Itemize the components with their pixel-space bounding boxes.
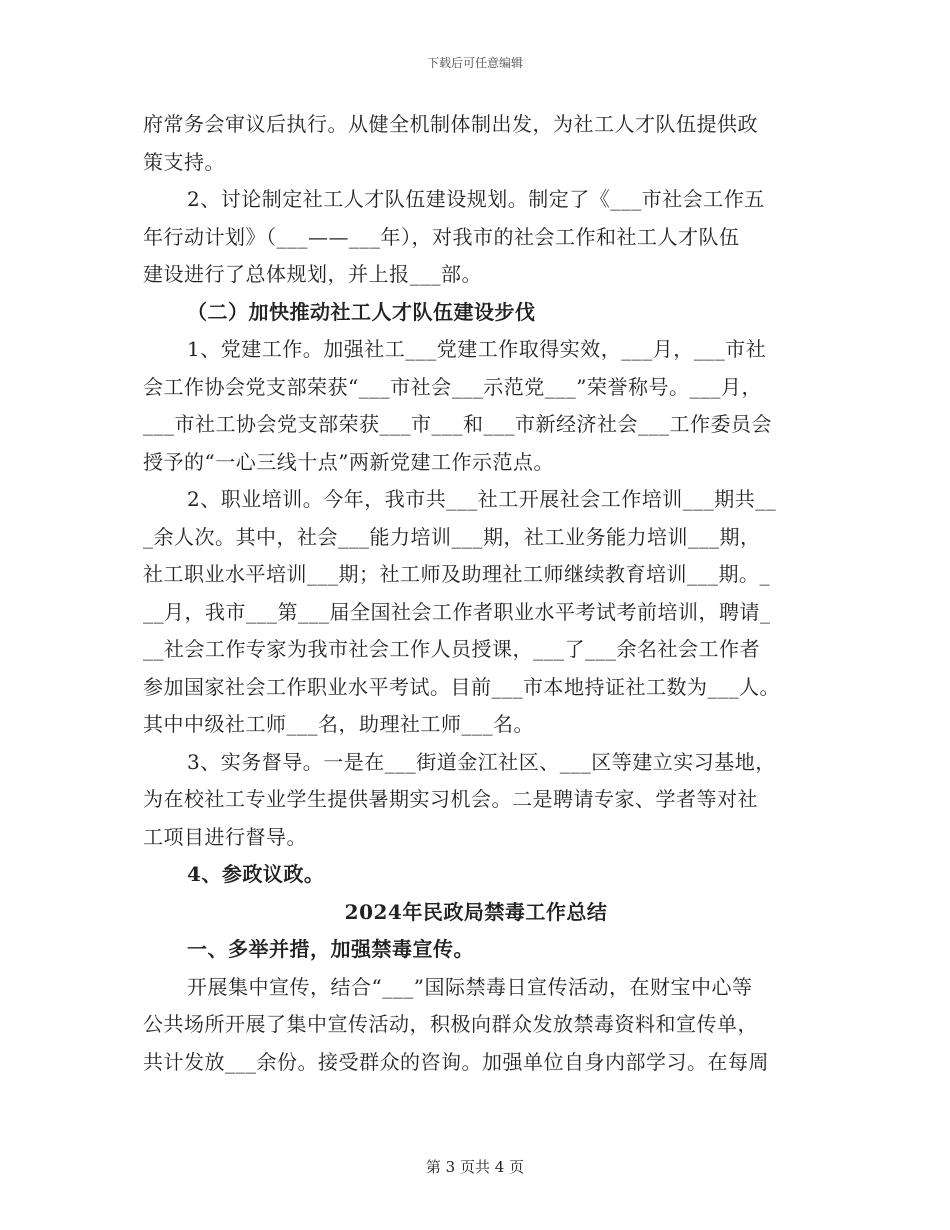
text-line: __月，我市___第___届全国社会工作者职业水平考试考前培训，聘请_ bbox=[143, 599, 771, 624]
section-title: 2024年民政局禁毒工作总结 bbox=[344, 899, 608, 924]
text-line: 2、讨论制定社工人才队伍建设规划。制定了《___市社会工作五 bbox=[187, 187, 765, 211]
text-line: 授予的“一心三线十点”两新党建工作示范点。 bbox=[143, 449, 554, 474]
text-line: 2、职业培训。今年，我市共___社工开展社会工作培训___期共__ bbox=[187, 487, 777, 511]
text-line: 1、党建工作。加强社工___党建工作取得实效，___月，___市社 bbox=[187, 337, 767, 361]
document-body bbox=[143, 106, 809, 1081]
page-footer: 第 3 页共 4 页 bbox=[425, 1158, 525, 1176]
text-line: 共计发放___余份。接受群众的咨询。加强单位自身内部学习。在每周 bbox=[143, 1049, 769, 1074]
text-line: __社会工作专家为我市社会工作人员授课，___了___余名社会工作者 bbox=[143, 637, 760, 661]
text-line: ___市社工协会党支部荣获___市___和___市新经济社会___工作委员会 bbox=[143, 412, 772, 436]
text-line: 参加国家社会工作职业水平考试。目前___市本地持证社工数为___人。 bbox=[143, 674, 780, 699]
page-header: 下载后可任意编辑 bbox=[426, 56, 523, 70]
section-heading: （二）加快推动社工人才队伍建设步伐 bbox=[187, 299, 536, 324]
text-line: 工项目进行督导。 bbox=[143, 824, 307, 849]
text-line: 策支持。 bbox=[143, 149, 225, 174]
text-line: 3、实务督导。一是在___街道金江社区、___区等建立实习基地， bbox=[187, 749, 776, 774]
text-line: 公共场所开展了集中宣传活动，积极向群众发放禁毒资料和宣传单， bbox=[143, 1012, 758, 1036]
section-heading: 4、参政议政。 bbox=[187, 862, 325, 886]
section-heading: 一、多举并措，加强禁毒宣传。 bbox=[187, 937, 474, 961]
text-line: 年行动计划》（___——___年），对我市的社会工作和社工人才队伍 bbox=[143, 224, 740, 249]
text-line: 开展集中宣传，结合“___”国际禁毒日宣传活动，在财宝中心等 bbox=[187, 974, 753, 999]
text-line: 建设进行了总体规划，并上报___部。 bbox=[143, 262, 482, 286]
text-line: 其中中级社工师___名，助理社工师___名。 bbox=[143, 712, 534, 736]
text-line: 社工职业水平培训___期；社工师及助理社工师继续教育培训___期。_ bbox=[143, 562, 770, 586]
text-line: 为在校社工专业学生提供暑期实习机会。二是聘请专家、学者等对社 bbox=[143, 787, 758, 811]
text-line: 府常务会审议后执行。从健全机制体制出发，为社工人才队伍提供政 bbox=[143, 112, 758, 136]
text-line: 会工作协会党支部荣获“___市社会___示范党___”荣誉称号。___月， bbox=[143, 374, 762, 399]
text-line: _余人次。其中，社会___能力培训___期，社工业务能力培训___期， bbox=[143, 524, 761, 549]
